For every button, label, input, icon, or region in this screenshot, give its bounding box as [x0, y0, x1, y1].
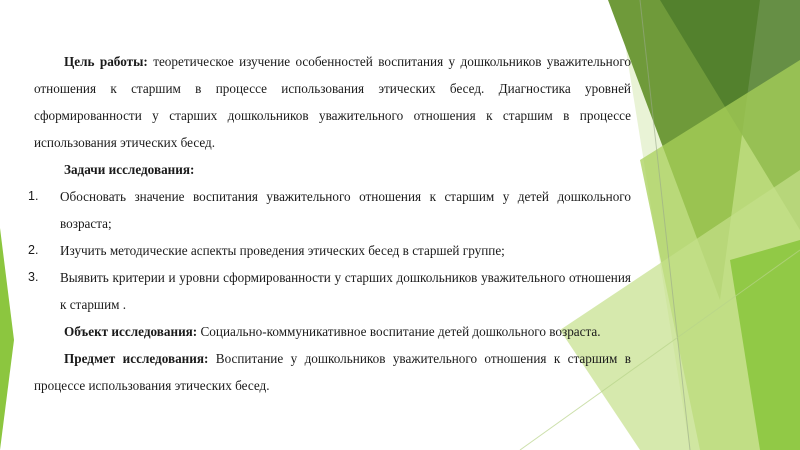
- task-number-1: 1.: [28, 189, 39, 203]
- task-text-2: Изучить методические аспекты проведения этических бесед в старшей группе;: [60, 243, 505, 258]
- tasks-heading-line: [34, 156, 631, 183]
- task-number-2: 2.: [28, 243, 39, 257]
- object-paragraph: [34, 318, 631, 345]
- task-item-1: [28, 183, 631, 237]
- task-text-3: Выявить критерии и уровни сформированности у старших дошкольников уважительного отношения к старшим .: [60, 270, 631, 312]
- tasks-heading: Задачи исследования:: [64, 162, 195, 177]
- goal-paragraph: [34, 48, 631, 156]
- subject-text: Воспитание у дошкольников уважительного отношения к старшим в процессе использования этических бесед.: [34, 351, 631, 393]
- task-text-1: Обосновать значение воспитания уважительного отношения к старшим у детей дошкольного возраста;: [60, 189, 631, 231]
- object-text: Социально-коммуникативное воспитание детей дошкольного возраста.: [197, 324, 601, 339]
- subject-paragraph: [34, 345, 631, 399]
- task-item-3: [28, 264, 631, 318]
- task-number-3: 3.: [28, 270, 39, 284]
- task-item-2: [28, 237, 631, 264]
- goal-text: теоретическое изучение особенностей воспитания у дошкольников уважительного отношения к старшим в процессе использования этических бесед. Диагностика уровней сформированности у старших дошкольников уважительного отношения к старшим в процессе использования этических бесед.: [34, 54, 632, 150]
- object-label: Объект исследования:: [64, 324, 198, 339]
- goal-label: Цель работы:: [64, 54, 148, 69]
- subject-label: Предмет исследования:: [64, 351, 209, 366]
- slide-body: [28, 48, 632, 399]
- tasks-list: [28, 183, 631, 318]
